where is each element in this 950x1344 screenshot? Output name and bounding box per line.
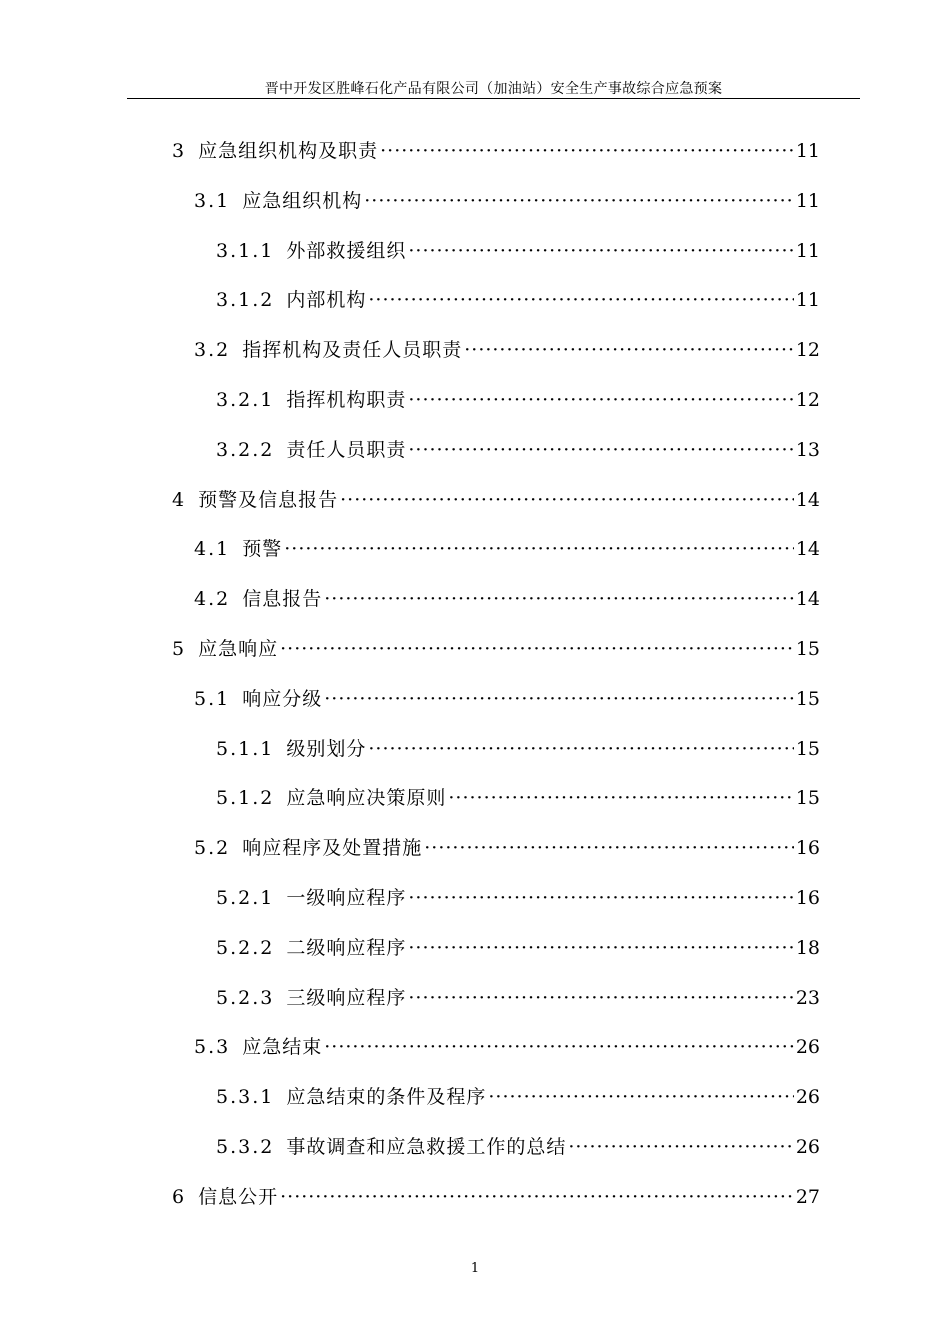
- toc-entry-title: 信息公开: [198, 1186, 279, 1208]
- toc-entry-number: 4.1: [194, 538, 231, 560]
- toc-entry[interactable]: [216, 780, 820, 816]
- toc-entry[interactable]: [194, 581, 820, 617]
- toc-entry-page-number: 12: [795, 339, 820, 361]
- toc-dot-leader: [280, 1179, 794, 1215]
- toc-entry-number: 4.2: [194, 588, 231, 610]
- toc-dot-leader: [324, 681, 794, 717]
- toc-entry[interactable]: [216, 980, 820, 1016]
- toc-entry-page-number: 11: [795, 240, 820, 262]
- toc-dot-leader: [408, 382, 793, 418]
- toc-entry[interactable]: [194, 681, 820, 717]
- toc-entry[interactable]: [216, 1129, 820, 1165]
- toc-dot-leader: [408, 233, 793, 269]
- toc-entry[interactable]: [194, 531, 820, 567]
- toc-dot-leader: [464, 332, 794, 368]
- toc-entry[interactable]: [194, 183, 820, 219]
- toc-entry-page-number: 26: [795, 1036, 820, 1058]
- toc-entry-title: 响应分级: [242, 688, 323, 710]
- toc-entry-number: 5.2.1: [216, 887, 275, 909]
- toc-entry-title: 级别划分: [286, 738, 367, 760]
- toc-entry-page-number: 14: [795, 588, 820, 610]
- toc-dot-leader: [368, 731, 793, 767]
- toc-entry-page-number: 26: [795, 1136, 820, 1158]
- toc-entry-page-number: 26: [795, 1086, 820, 1108]
- toc-entry-page-number: 15: [795, 688, 820, 710]
- toc-dot-leader: [324, 1029, 794, 1065]
- toc-entry-title: 响应程序及处置措施: [242, 837, 423, 859]
- toc-entry-title: 应急响应决策原则: [286, 787, 447, 809]
- toc-entry-title: 应急结束的条件及程序: [286, 1086, 487, 1108]
- toc-entry-page-number: 15: [795, 638, 820, 660]
- toc-entry-number: 5.2.3: [216, 987, 275, 1009]
- toc-entry[interactable]: [216, 731, 820, 767]
- toc-entry[interactable]: [216, 880, 820, 916]
- toc-dot-leader: [568, 1129, 793, 1165]
- footer-page-number: 1: [470, 1261, 480, 1276]
- toc-entry-title: 预警及信息报告: [198, 489, 339, 511]
- toc-dot-leader: [368, 282, 793, 318]
- toc-entry-title: 二级响应程序: [286, 937, 407, 959]
- toc-dot-leader: [284, 531, 794, 567]
- toc-dot-leader: [280, 631, 794, 667]
- toc-entry-number: 5.3: [194, 1036, 231, 1058]
- toc-dot-leader: [408, 930, 793, 966]
- toc-entry-page-number: 18: [795, 937, 820, 959]
- toc-entry-title: 应急结束: [242, 1036, 323, 1058]
- toc-entry-page-number: 14: [795, 489, 820, 511]
- toc-dot-leader: [408, 880, 793, 916]
- toc-entry[interactable]: [216, 382, 820, 418]
- toc-dot-leader: [340, 482, 794, 518]
- toc-entry-title: 事故调查和应急救援工作的总结: [286, 1136, 567, 1158]
- toc-entry-page-number: 15: [795, 738, 820, 760]
- toc-entry-page-number: 11: [795, 289, 820, 311]
- toc-entry-number: 5.1.2: [216, 787, 275, 809]
- toc-entry-page-number: 23: [795, 987, 820, 1009]
- toc-entry-title: 应急组织机构及职责: [198, 140, 379, 162]
- toc-entry-number: 3.2.2: [216, 439, 275, 461]
- toc-dot-leader: [364, 183, 794, 219]
- toc-entry-number: 6: [172, 1186, 187, 1208]
- toc-entry-number: 3.1.2: [216, 289, 275, 311]
- toc-entry[interactable]: [216, 1079, 820, 1115]
- toc-entry-number: 5.1: [194, 688, 231, 710]
- toc-dot-leader: [408, 980, 793, 1016]
- toc-entry[interactable]: [216, 282, 820, 318]
- toc-entry-page-number: 12: [795, 389, 820, 411]
- toc-entry[interactable]: [172, 482, 820, 518]
- toc-entry-page-number: 13: [795, 439, 820, 461]
- toc-entry-page-number: 16: [795, 837, 820, 859]
- toc-entry[interactable]: [172, 133, 820, 169]
- toc-entry-title: 应急组织机构: [242, 190, 363, 212]
- toc-entry[interactable]: [172, 631, 820, 667]
- toc-entry-page-number: 16: [795, 887, 820, 909]
- toc-entry[interactable]: [216, 930, 820, 966]
- toc-entry-number: 5.1.1: [216, 738, 275, 760]
- toc-entry-page-number: 27: [795, 1186, 820, 1208]
- toc-entry-number: 4: [172, 489, 187, 511]
- toc-entry-title: 外部救援组织: [286, 240, 407, 262]
- toc-entry-number: 5.2: [194, 837, 231, 859]
- toc-entry[interactable]: [172, 1179, 820, 1215]
- toc-entry-title: 责任人员职责: [286, 439, 407, 461]
- toc-entry-number: 5.3.1: [216, 1086, 275, 1108]
- toc-dot-leader: [408, 432, 793, 468]
- toc-entry[interactable]: [216, 233, 820, 269]
- header-divider: [127, 98, 860, 99]
- toc-entry-number: 5.2.2: [216, 937, 275, 959]
- toc-dot-leader: [380, 133, 794, 169]
- toc-entry[interactable]: [194, 1029, 820, 1065]
- toc-entry-title: 指挥机构职责: [286, 389, 407, 411]
- toc-entry-title: 三级响应程序: [286, 987, 407, 1009]
- toc-entry-title: 信息报告: [242, 588, 323, 610]
- toc-entry[interactable]: [216, 432, 820, 468]
- toc-dot-leader: [424, 830, 794, 866]
- toc-entry[interactable]: [194, 830, 820, 866]
- toc-entry-number: 3.1.1: [216, 240, 275, 262]
- toc-entry-page-number: 11: [795, 140, 820, 162]
- toc-entry-title: 内部机构: [286, 289, 367, 311]
- toc-entry-title: 一级响应程序: [286, 887, 407, 909]
- toc-dot-leader: [324, 581, 794, 617]
- toc-entry-page-number: 11: [795, 190, 820, 212]
- toc-dot-leader: [448, 780, 793, 816]
- toc-entry-title: 应急响应: [198, 638, 279, 660]
- toc-entry-number: 5: [172, 638, 187, 660]
- toc-entry-title: 指挥机构及责任人员职责: [242, 339, 463, 361]
- toc-entry-number: 3.2.1: [216, 389, 275, 411]
- running-header-title: 晋中开发区胜峰石化产品有限公司（加油站）安全生产事故综合应急预案: [264, 81, 723, 97]
- toc-entry-number: 5.3.2: [216, 1136, 275, 1158]
- toc-entry-page-number: 15: [795, 787, 820, 809]
- toc-dot-leader: [488, 1079, 793, 1115]
- toc-entry-number: 3.2: [194, 339, 231, 361]
- toc-entry[interactable]: [194, 332, 820, 368]
- toc-entry-page-number: 14: [795, 538, 820, 560]
- toc-entry-title: 预警: [242, 538, 283, 560]
- toc-entry-number: 3: [172, 140, 187, 162]
- toc-entry-number: 3.1: [194, 190, 231, 212]
